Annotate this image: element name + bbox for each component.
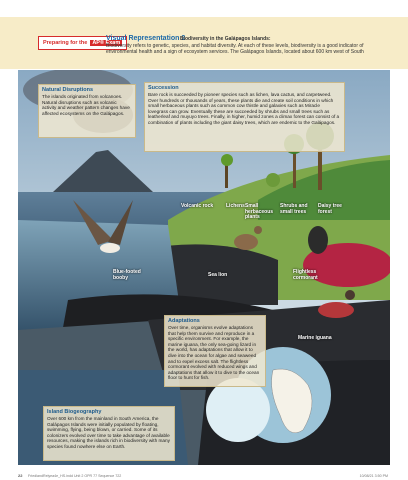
label-small-herbaceous: Small herbaceous plants [245,203,274,221]
footer-date: 10/08/21 3:50 PM [359,474,388,478]
adaptations-text: Over time, organisms evolve adaptations that help them survive and reproduce in a specific environment. For example, the marine iguana, the only sea-going lizard in the world, has adaptations that allow it to dive into the ocean for algae and seaweed and to expel excess salt. The flightless cormorant evolved with reduced wings and adaptations that allow it to dive to the ocean floor to hunt for fish. [168,325,260,381]
natural-disruptions-text: The islands originated from volcanoes. Natural disruptions such as volcanic activity and weather pattern changes have affected ecosystems on the Galápagos. [42,94,130,116]
label-cormorant: Flightless cormorant [293,269,318,281]
adaptations-title: Adaptations [168,318,200,324]
natural-disruptions-box [38,84,136,138]
label-iguana: Marine iguana [298,335,332,341]
footer-slug: FriedlandRelyea4e_HS.indd Unit 2 OPR 77 Sequence 722 [28,474,122,478]
page-folio: 22 [18,473,23,478]
label-daisy-tree: Daisy tree forest [318,203,342,215]
label-shrubs: Shrubs and small trees [280,203,308,215]
island-biogeography-box [43,406,175,461]
label-lichens: Lichens [226,203,245,209]
visual-intro: Biodiversity refers to genetic, species, and habitat diversity. At each of these levels, biodiversity is a good indicator of environmental health and a sign of ecosystem services. The Galápagos Islands, located about 600 km west of South [106,43,364,55]
adaptations-box [164,315,266,387]
visual-title: Visual Representation 2 [106,35,186,42]
island-biogeography-text: Over 600 km from the mainland in South America, the Galápagos Islands were initially populated by floating, swimming, flying, being blown, or carried. Some of its colonizers evolved over time to take advantage of available resources, making the islands rich in biodiversity with many species found nowhere else on Earth. [47,416,170,449]
visual-lead: Biodiversity in the Galápagos Islands: [180,36,271,42]
succession-text: Bare rock is succeeded by pioneer species such as lichen, lava cactus, and carpetweed. Over hundreds or thousands of years, these plants die and create soil conditions in which small herbaceous plants such as common cow thistle and galaxies such as Miracle lovegrass can grow. Eventually these are succeeded by shrubs and small trees such as leatherleaf and muyuyo trees. Finally, in higher, humid zones a climax forest can consist of a combination of plants including the giant daisy trees, which are endemic to the Galápagos. [148,92,340,125]
label-booby: Blue-footed booby [113,269,141,281]
succession-title: Succession [148,85,179,91]
label-volcanic-rock: Volcanic rock [181,203,214,209]
island-biogeography-title: Island Biogeography [47,409,102,415]
succession-box [144,82,345,152]
natural-disruptions-title: Natural Disruptions [42,87,94,93]
label-sea-lion: Sea lion [208,272,228,278]
ap-badge-label: Preparing for the [43,40,88,46]
galapagos-illustration [18,70,390,465]
ap-badge-ap: AP® Exam [92,40,121,46]
